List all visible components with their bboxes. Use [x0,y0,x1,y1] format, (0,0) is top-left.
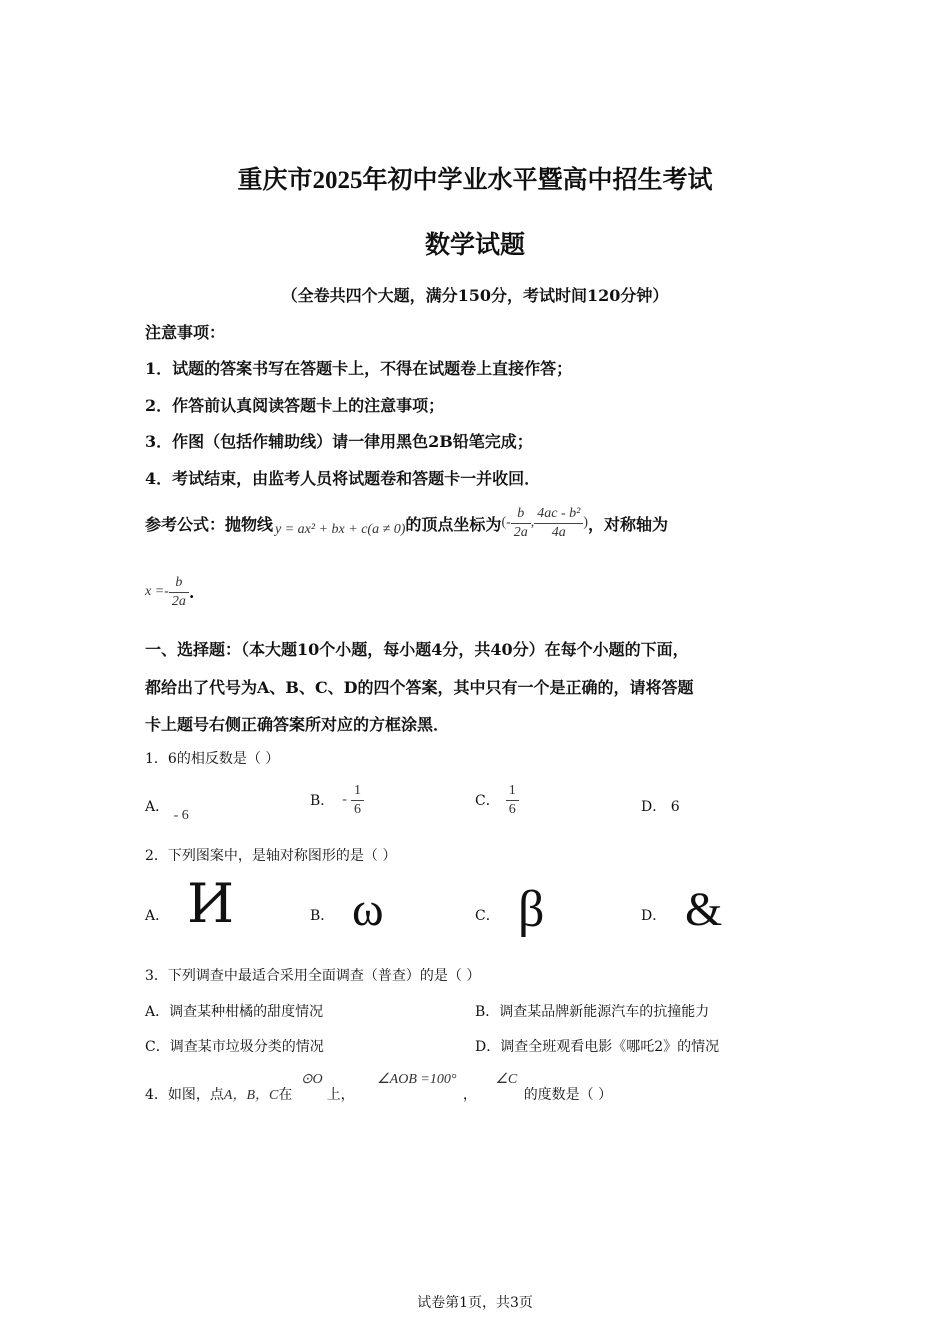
notice-item-4: 4．考试结束，由监考人员将试题卷和答题卡一并收回． [145,469,541,488]
q2-c-glyph: β [518,881,545,938]
q1-option-c [475,778,519,822]
axis-fraction [169,574,189,611]
vertex-x-den: 2a [513,524,528,540]
q1-option-d [641,796,680,816]
vertex-close: ) [583,515,589,530]
q4-angle-aob: ∠AOB =100° [377,1072,457,1087]
axis-formula [145,570,194,614]
q1-b-den: 6 [353,801,361,817]
q1-b-sign: - [342,792,347,807]
q4-points: A，B，C [223,1088,279,1103]
q3-stem: 3．下列调查中最适合采用全面调查（普查）的是（ ） [145,968,481,984]
q4-part3: 上， [326,1087,355,1103]
q1-option-a [145,796,189,823]
page-footer: 试卷第1页，共3页 [417,1295,533,1311]
q3-option-b: B．调查某品牌新能源汽车的抗撞能力 [475,1004,710,1020]
notice-item-3: 3．作图（包括作辅助线）请一律用黑色2B铅笔完成； [145,432,533,451]
formula-middle: 的顶点坐标为 [405,514,502,534]
q1-stem: 1．6的相反数是（ ） [145,751,280,767]
q2-c-label: C． [475,908,500,924]
q4-circle: ⊙O [300,1072,323,1087]
q2-b-label: B． [310,908,335,924]
q2-b-glyph: ω [352,883,384,936]
vertex-y-den: 4a [551,524,566,540]
axis-den: 2a [171,593,186,609]
formula-line [145,498,668,548]
q1-c-label: C． [475,793,500,809]
notice-item-1: 1．试题的答案书写在答题卡上，不得在试题卷上直接作答； [145,359,573,378]
notice-item-2: 2．作答前认真阅读答题卡上的注意事项； [145,396,445,415]
section1-line2: 都给出了代号为A、B、C、D的四个答案，其中只有一个是正确的，请将答题 [145,678,694,697]
formula-prefix: 参考公式：抛物线 [145,514,274,534]
q4-stem [145,1068,612,1108]
q3-option-a: A．调查某种柑橘的甜度情况 [145,1004,324,1020]
q2-a-glyph: И [187,872,235,935]
axis-lhs: x =- [145,584,169,599]
axis-end: . [188,582,195,602]
vertex-x-num: b [511,505,531,524]
vertex-y-num: 4ac - b² [534,505,583,524]
q1-d-value: 6 [670,799,680,815]
q4-part1: 4．如图，点 [145,1087,224,1103]
q1-b-fraction [351,782,364,819]
vertex-x-fraction [511,505,531,542]
q2-d-glyph: & [685,883,723,936]
q1-b-num: 1 [351,782,364,801]
q1-a-label: A． [145,799,170,815]
axis-num: b [169,574,189,593]
q4-part2: 在 [278,1087,293,1103]
exam-info: （全卷共四个大题，满分150分，考试时间120分钟） [281,286,669,305]
q2-a-label: A． [145,908,170,924]
q3-option-c: C．调查某市垃圾分类的情况 [145,1039,324,1055]
q1-a-value: - 6 [173,808,189,823]
vertex-comma: , [530,515,535,530]
q4-comma: ， [462,1087,477,1103]
section1-line3: 卡上题号右侧正确答案所对应的方框涂黑． [145,715,450,734]
q4-part4: 的度数是（ ） [523,1087,613,1103]
notice-heading: 注意事项： [145,323,226,342]
q1-d-label: D． [641,799,667,815]
q1-c-num: 1 [506,782,519,801]
formula-suffix: ，对称轴为 [588,514,669,534]
q2-d-label: D． [641,908,667,924]
page-subtitle: 数学试题 [424,232,525,259]
vertex-y-fraction [534,505,583,542]
page-title: 重庆市2025年初中学业水平暨高中招生考试 [237,167,713,194]
q1-option-b [310,778,364,822]
q1-c-den: 6 [508,801,516,817]
q1-b-label: B． [310,793,335,809]
q1-c-fraction [506,782,519,819]
q3-option-d: D．调查全班观看电影《哪吒2》的情况 [475,1039,720,1055]
section1-line1: 一、选择题：（本大题10个小题，每小题4分，共40分）在每个小题的下面， [145,640,689,659]
vertex-open: (- [501,515,511,530]
formula-equation: y = ax² + bx + c(a ≠ 0) [275,522,406,537]
q2-stem: 2．下列图案中，是轴对称图形的是（ ） [145,848,397,864]
q4-angle-c: ∠C [495,1072,518,1087]
